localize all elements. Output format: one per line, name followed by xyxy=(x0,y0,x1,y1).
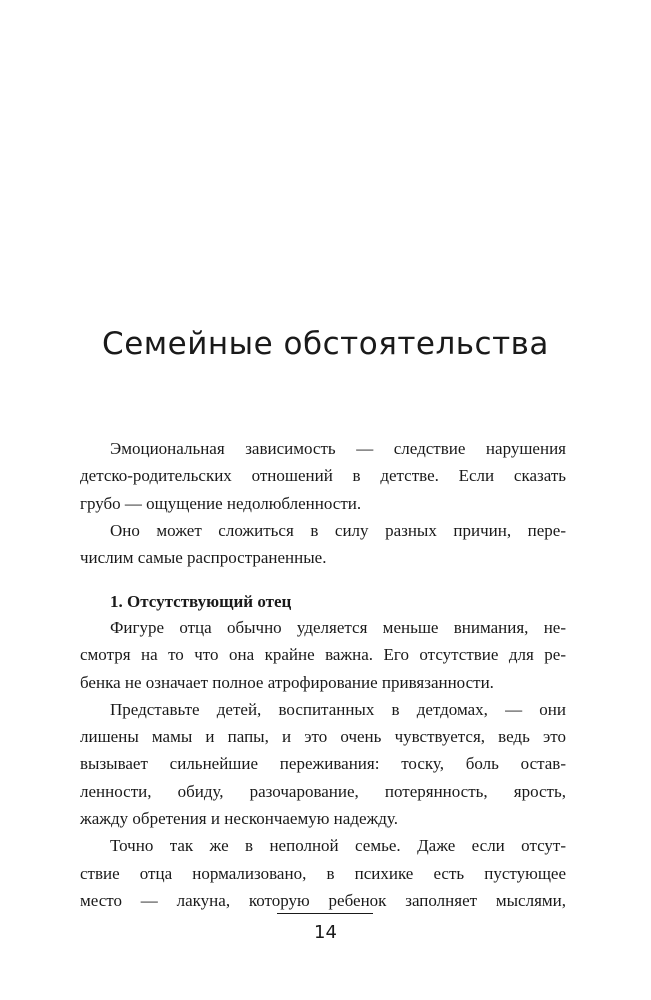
text-line: ствие отца нормализовано, в психике есть пустующее xyxy=(80,863,566,883)
chapter-title: Семейные обстоятельства xyxy=(102,326,549,362)
text-line: ленности, обиду, разочарование, потерянность, ярость, xyxy=(80,781,566,801)
text-line: Точно так же в неполной семье. Даже если отсут- xyxy=(110,836,566,856)
text-line: числим самые распространенные. xyxy=(80,548,327,568)
page-number: 14 xyxy=(314,922,337,943)
text-line: место — лакуна, которую ребенок заполняет мыслями, xyxy=(80,890,566,910)
text-line: Представьте детей, воспитанных в детдомах, — они xyxy=(110,699,566,719)
text-line: грубо — ощущение недолюбленности. xyxy=(80,493,362,513)
intro-text xyxy=(80,435,566,571)
text-line: жажду обретения и нескончаемую надежду. xyxy=(80,809,398,829)
text-line: Оно может сложиться в силу разных причин, пере- xyxy=(110,520,566,540)
footer-rule xyxy=(277,913,373,914)
text-line: детско-родительских отношений в детстве. Если сказать xyxy=(80,466,566,486)
text-line: вызывает сильнейшие переживания: тоску, боль остав- xyxy=(80,754,566,774)
text-line: Эмоциональная зависимость — следствие нарушения xyxy=(110,439,566,458)
section-heading: 1. Отсутствующий отец xyxy=(110,592,292,611)
text-line: лишены мамы и папы, и это очень чувствуется, ведь это xyxy=(80,727,566,747)
section-text xyxy=(80,614,566,914)
text-line: бенка не означает полное атрофирование привязанности. xyxy=(80,672,494,692)
text-line: Фигуре отца обычно уделяется меньше внимания, не- xyxy=(110,618,566,637)
text-line: смотря на то что она крайне важна. Его отсутствие для ре- xyxy=(80,645,566,665)
